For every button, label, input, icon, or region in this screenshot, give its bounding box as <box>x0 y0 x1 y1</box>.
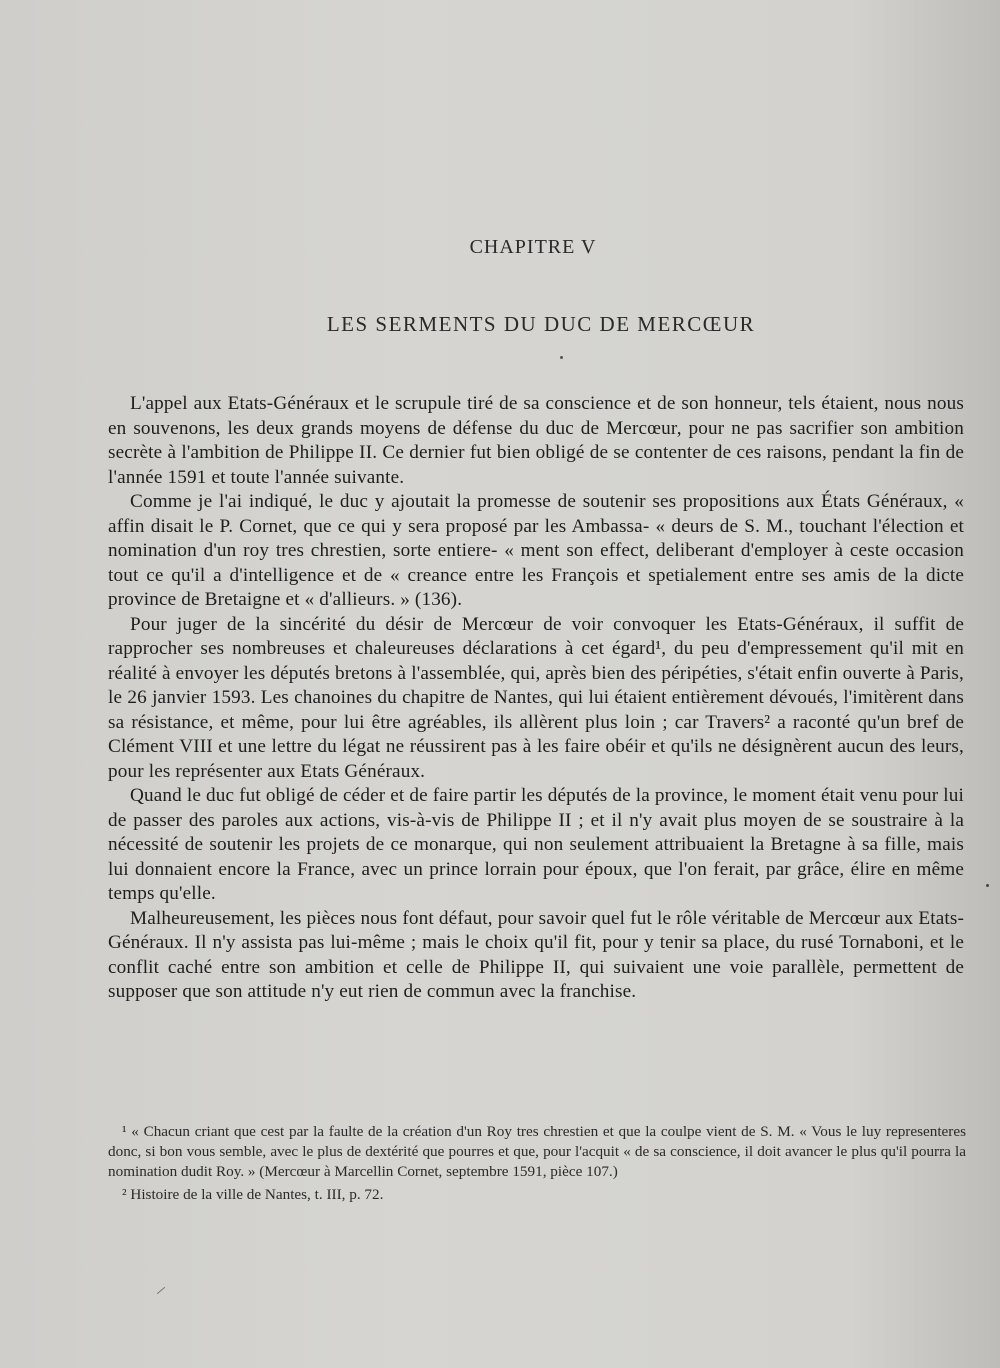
body-text <box>108 392 964 1005</box>
margin-speck <box>986 884 989 887</box>
footnote: ¹ « Chacun criant que cest par la faulte de la création d'un Roy tres chrestien et que la coulpe vient de S. M. « Vous le luy representeres donc, si bon vous semble, avec le plus de dextérité que pourres et que, pour l'acquit « de sa conscience, il doit avancer le plus qu'il pourra la nomination dudit Roy. » (Mercœur à Marcellin Cornet, septembre 1591, pièce 107.) <box>108 1123 966 1180</box>
footnote: ² Histoire de la ville de Nantes, t. III, p. 72. <box>122 1186 384 1204</box>
ornament-dot <box>560 356 563 359</box>
paragraph: L'appel aux Etats-Généraux et le scrupule tiré de sa conscience et de son honneur, tels étaient, nous nous en souvenons, les deux grands moyens de défense du duc de Mercœur, pour ne pas sacrifier son ambition secrète à l'ambition de Philippe II. Ce dernier fut bien obligé de se contenter de ces raisons, pendant la fin de l'année 1591 et toute l'année suivante. <box>108 393 964 488</box>
chapter-title: LES SERMENTS DU DUC DE MERCŒUR <box>326 312 756 336</box>
paragraph: Pour juger de la sincérité du désir de Mercœur de voir convoquer les Etats-Généraux, il suffit de rapprocher ses nombreuses et chaleureuses déclarations à cet égard¹, du peu d'empressement qu'il mit en réalité à envoyer les députés bretons à l'assemblée, qui, après bien des péripéties, s'était enfin ouverte à Paris, le 26 janvier 1593. Les chanoines du chapitre de Nantes, qui lui étaient entièrement dévoués, l'imitèrent dans sa résistance, et même, pour lui être agréables, ils allèrent plus loin ; car Travers² a raconté qu'un bref de Clément VIII et une lettre du légat ne réussirent pas à les faire obéir et qu'ils ne désignèrent aucun des leurs, pour les représenter aux Etats Généraux. <box>108 613 964 782</box>
paper-scratch <box>157 1287 165 1294</box>
paragraph: Comme je l'ai indiqué, le duc y ajoutait la promesse de soutenir ses propositions aux États Généraux, « affin disait le P. Cornet, que ce qui y sera proposé par les Ambassa- « deurs de S. M., touchant l'élection et nomination d'un roy tres chrestien, sorte entiere- « ment son effect, deliberant d'employer à ceste occasion tout ce qu'il a d'intelligence et de « creance entre les François et spetialement entre ses amis de la dicte province de Bretaigne et « d'allieurs. » (136). <box>108 491 964 610</box>
paragraph: Quand le duc fut obligé de céder et de faire partir les députés de la province, le moment était venu pour lui de passer des paroles aux actions, vis-à-vis de Philippe II ; et il n'y avait plus moyen de se soustraire à la nécessité de soutenir les projets de ce monarque, qui non seulement attribuaient la Bretagne à sa fille, mais lui donnaient encore la France, avec un prince lorrain pour époux, que l'on ferait, par grâce, élire en même temps qu'elle. <box>108 785 964 904</box>
footnotes <box>108 1122 966 1205</box>
paragraph: Malheureusement, les pièces nous font défaut, pour savoir quel fut le rôle véritable de Mercœur aux Etats-Généraux. Il n'y assista pas lui-même ; mais le choix qu'il fit, pour y tenir sa place, du rusé Tornaboni, et le conflit caché entre son ambition et celle de Philippe II, qui suivaient une voie parallèle, permettent de supposer que son attitude n'y eut rien de commun avec la franchise. <box>108 907 964 1002</box>
chapter-number: CHAPITRE V <box>469 236 597 258</box>
